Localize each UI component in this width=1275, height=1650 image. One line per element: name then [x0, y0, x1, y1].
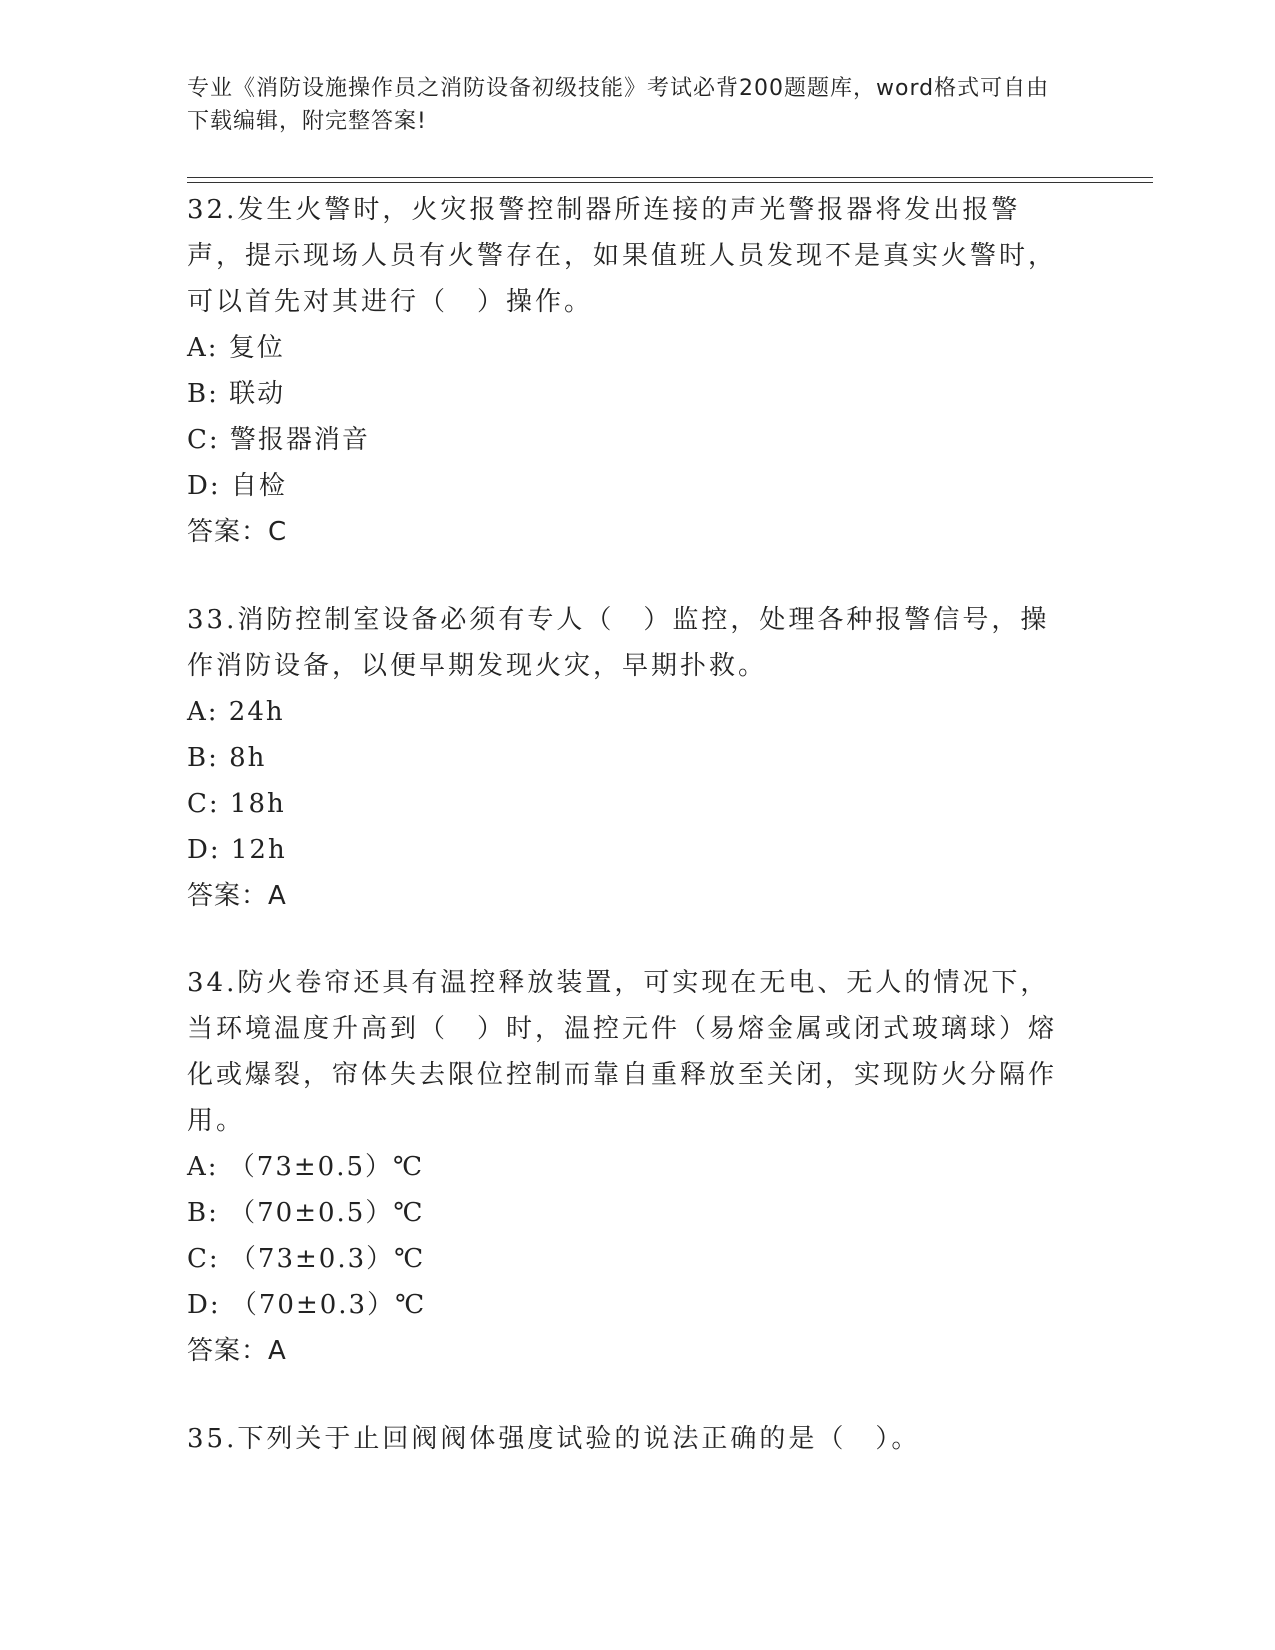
answer: 答案：C	[187, 517, 288, 547]
answer: 答案：A	[187, 1336, 287, 1366]
option-d: D: 自检	[187, 471, 287, 501]
question-32	[187, 187, 1077, 555]
question-stem: 35.下列关于止回阀阀体强度试验的说法正确的是（ ）。	[187, 1424, 921, 1454]
option-c: C: 警报器消音	[187, 425, 370, 455]
header-divider	[187, 177, 1153, 178]
question-stem: 33.消防控制室设备必须有专人（ ）监控，处理各种报警信号，操作消防设备，以便早期发现火灾，早期扑救。	[187, 605, 1050, 681]
question-35	[187, 1416, 1077, 1462]
option-a: A: 复位	[187, 333, 285, 363]
option-d: D: 12h	[187, 835, 287, 865]
option-c: C: 18h	[187, 789, 286, 819]
question-stem: 34.防火卷帘还具有温控释放装置，可实现在无电、无人的情况下，当环境温度升高到（ ）时，温控元件（易熔金属或闭式玻璃球）熔化或爆裂，帘体失去限位控制而靠自重释放至关闭，实现防火分隔作用。	[187, 968, 1058, 1136]
option-c: C: （73±0.3）℃	[187, 1244, 426, 1274]
option-b: B: 8h	[187, 743, 267, 773]
option-b: B: （70±0.5）℃	[187, 1198, 425, 1228]
question-34	[187, 960, 1077, 1374]
option-a: A: （73±0.5）℃	[187, 1152, 425, 1182]
answer: 答案：A	[187, 881, 287, 911]
document-header: 专业《消防设施操作员之消防设备初级技能》考试必背200题题库，word格式可自由下载编辑，附完整答案!	[187, 76, 1050, 134]
option-a: A: 24h	[187, 697, 285, 727]
question-33	[187, 597, 1077, 919]
option-b: B: 联动	[187, 379, 286, 409]
question-stem: 32.发生火警时，火灾报警控制器所连接的声光警报器将发出报警声，提示现场人员有火警存在，如果值班人员发现不是真实火警时，可以首先对其进行（ ）操作。	[187, 195, 1058, 317]
option-d: D: （70±0.3）℃	[187, 1290, 427, 1320]
header-divider-double	[187, 182, 1153, 183]
